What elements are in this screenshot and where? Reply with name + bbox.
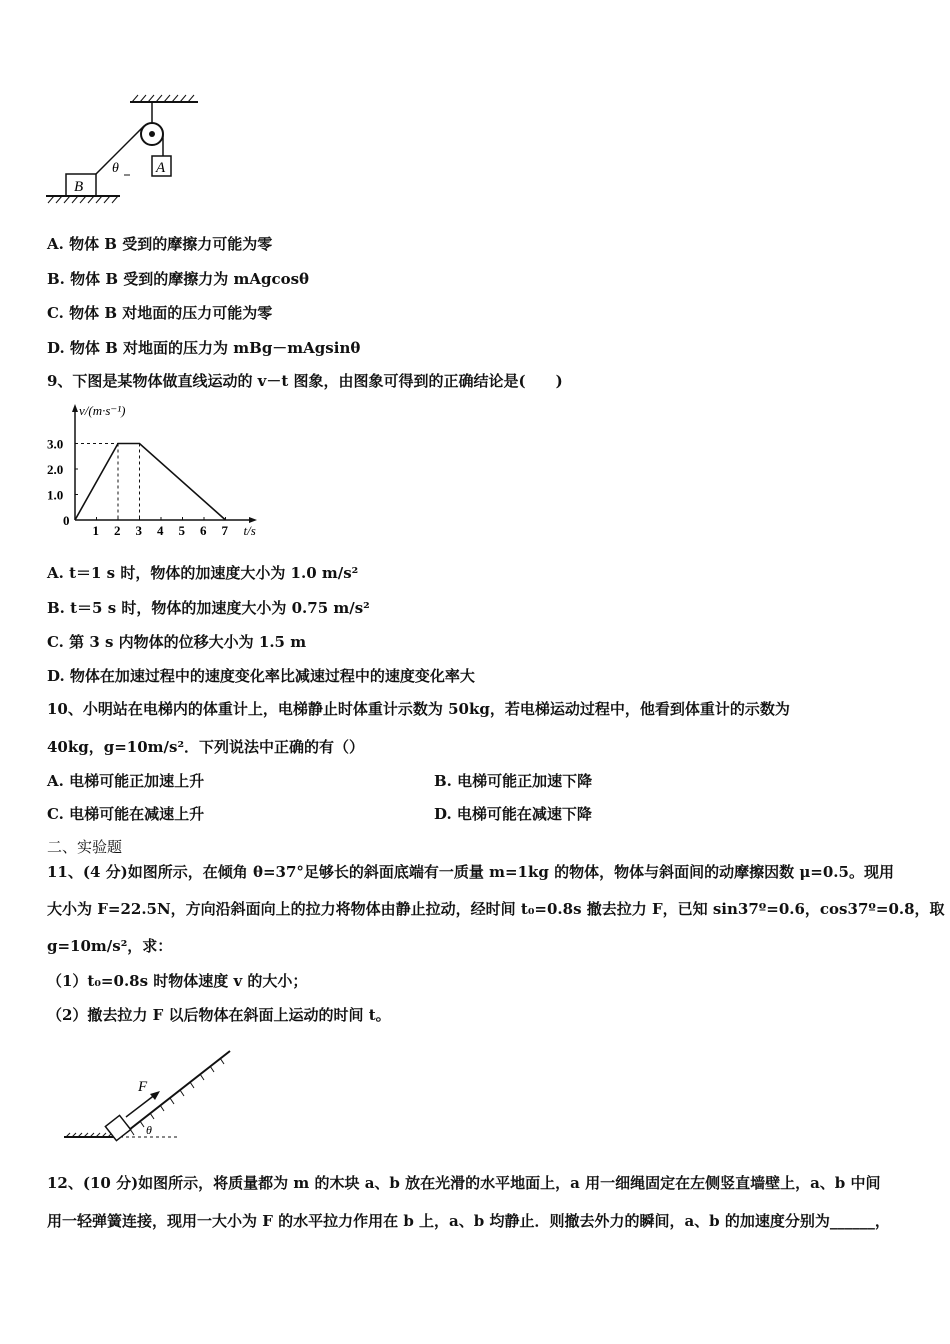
- q9-option-b: B. t＝5 s 时，物体的加速度大小为 0.75 m/s²: [47, 599, 370, 617]
- q11-line2: 大小为 F=22.5N，方向沿斜面向上的拉力将物体由静止拉动，经时间 t₀=0.8s 撤去拉力 F，已知 sin37º=0.6，cos37º=0.8，取: [47, 900, 945, 918]
- q12-line1: 12、(10 分)如图所示，将质量都为 m 的木块 a、b 放在光滑的水平地面上，a 用一细绳固定在左侧竖直墙壁上，a、b 中间: [47, 1174, 881, 1192]
- y-tick-label: 1.0: [47, 487, 64, 503]
- theta-label: θ: [112, 161, 119, 176]
- q11-line1: 11、(4 分)如图所示，在倾角 θ=37°足够长的斜面底端有一质量 m=1kg 的物体，物体与斜面间的动摩擦因数 μ=0.5。现用: [47, 863, 894, 881]
- block-a-label: A: [156, 160, 166, 176]
- origin-label: 0: [63, 513, 70, 528]
- y-axis-label: v/(m·s⁻¹): [79, 403, 126, 418]
- x-tick-label: 3: [135, 523, 142, 538]
- x-tick-label: 4: [157, 523, 164, 538]
- q9-stem: 9、下图是某物体做直线运动的 v－t 图象，由图象可得到的正确结论是( ): [47, 372, 563, 390]
- x-tick-label: 1: [92, 523, 99, 538]
- q10-stem-line2: 40kg，g=10m/s²．下列说法中正确的有（）: [47, 738, 365, 756]
- incline-diagram: [60, 1045, 240, 1145]
- q11-sub2: （2）撤去拉力 F 以后物体在斜面上运动的时间 t。: [47, 1006, 391, 1024]
- x-tick-label: 2: [114, 523, 121, 538]
- q9-option-a: A. t＝1 s 时，物体的加速度大小为 1.0 m/s²: [47, 564, 359, 582]
- q10-option-b: B. 电梯可能正加速下降: [434, 772, 593, 790]
- x-tick-label: 5: [178, 523, 185, 538]
- q8-option-c: C. 物体 B 对地面的压力可能为零: [47, 304, 273, 322]
- pulley-diagram: [40, 92, 210, 210]
- x-tick-label: 7: [221, 523, 228, 538]
- velocity-line: [75, 444, 226, 521]
- x-axis-label: t/s: [243, 523, 256, 538]
- vt-chart: [40, 400, 280, 542]
- q10-option-d: D. 电梯可能在减速下降: [434, 805, 592, 823]
- q12-line2: 用一轻弹簧连接，现用一大小为 F 的水平拉力作用在 b 上，a、b 均静止．则撤去外力的瞬间，a、b 的加速度分别为______，: [47, 1212, 890, 1230]
- force-label: F: [138, 1079, 148, 1095]
- q9-option-c: C. 第 3 s 内物体的位移大小为 1.5 m: [47, 633, 307, 651]
- q8-option-b: B. 物体 B 受到的摩擦力为 mAgcosθ: [47, 270, 310, 288]
- q10-stem-line1: 10、小明站在电梯内的体重计上，电梯静止时体重计示数为 50kg，若电梯运动过程中，他看到体重计的示数为: [47, 700, 790, 718]
- block-b-label: B: [74, 179, 84, 195]
- q9-option-d: D. 物体在加速过程中的速度变化率比减速过程中的速度变化率大: [47, 667, 475, 685]
- x-tick-label: 6: [200, 523, 207, 538]
- incline-theta-label: θ: [146, 1123, 152, 1137]
- y-tick-label: 2.0: [47, 462, 64, 477]
- q11-sub1: （1）t₀=0.8s 时物体速度 v 的大小；: [47, 972, 308, 990]
- section-heading: 二、实验题: [47, 838, 123, 856]
- q10-option-c: C. 电梯可能在减速上升: [47, 805, 205, 823]
- q10-option-a: A. 电梯可能正加速上升: [47, 772, 205, 790]
- q11-line3: g=10m/s²，求：: [47, 937, 173, 955]
- q8-option-d: D. 物体 B 对地面的压力为 mBg－mAgsinθ: [47, 339, 361, 357]
- y-tick-label: 3.0: [47, 436, 64, 452]
- q8-option-a: A. 物体 B 受到的摩擦力可能为零: [47, 235, 273, 253]
- y-axis-arrow: [72, 404, 78, 412]
